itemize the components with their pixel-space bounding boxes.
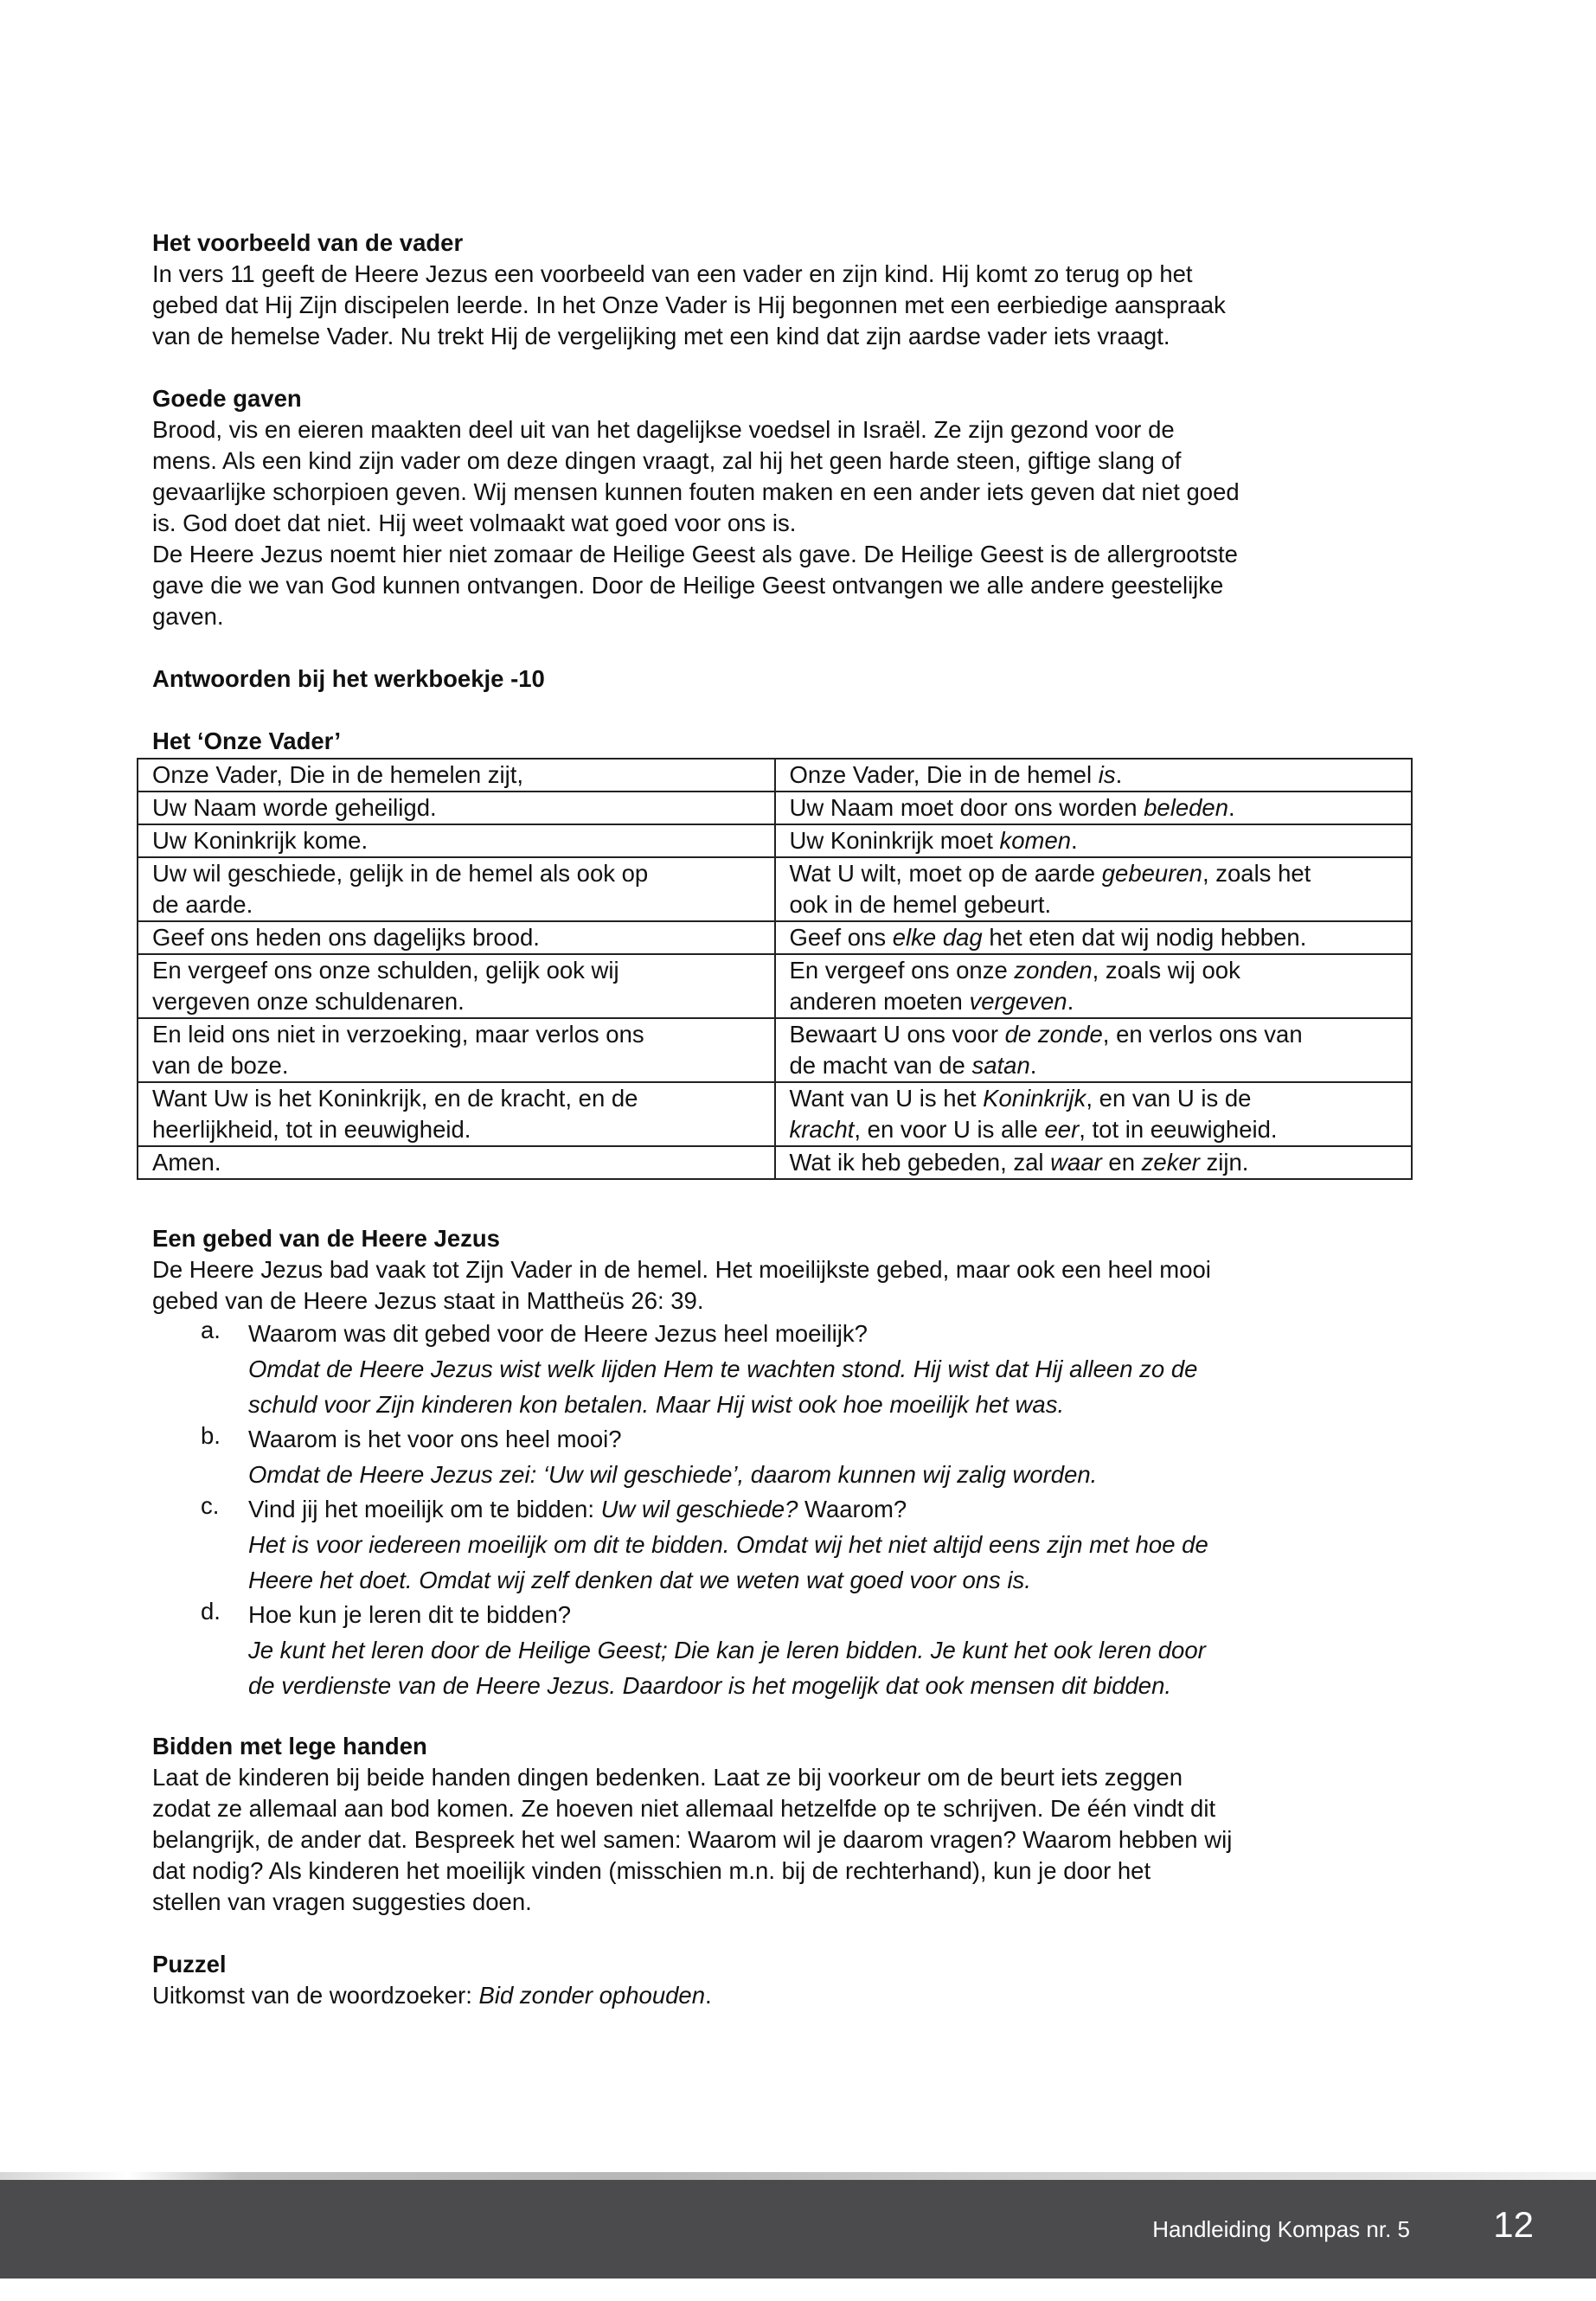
paragraph-line: gave die we van God kunnen ontvangen. Door de Heilige Geest ontvangen we alle andere geestelijke: [152, 572, 1224, 599]
text-run: .: [1029, 1052, 1037, 1079]
table-row: [138, 1146, 1412, 1179]
table-row: [138, 857, 1412, 921]
spacer: [152, 1918, 1424, 1949]
spacer: [152, 1703, 1424, 1731]
text-run: .: [1228, 794, 1235, 821]
question-letter: c.: [201, 1492, 220, 1519]
puzzle-answer: [152, 1980, 1424, 2011]
text-run: Uw Koninkrijk kome.: [152, 827, 369, 854]
text-run: het eten dat wij nodig hebben.: [982, 924, 1307, 951]
text-run: Want Uw is het Koninkrijk, en de kracht, en de: [152, 1085, 638, 1112]
original-prayer-cell: [138, 759, 775, 792]
question-letter: b.: [201, 1422, 221, 1449]
text-run: Uw Naam worde geheiligd.: [152, 794, 437, 821]
paragraph-line: zodat ze allemaal aan bod komen. Ze hoeven niet allemaal hetzelfde op te schrijven. De één vindt dit: [152, 1795, 1216, 1822]
question-item: [152, 1317, 1424, 1422]
paragraph-line: van de hemelse Vader. Nu trekt Hij de vergelijking met een kind dat zijn aardse vader iets vraagt.: [152, 323, 1170, 349]
text-run: .: [1115, 761, 1123, 788]
text-run: en: [1101, 1149, 1142, 1176]
hands-heading: Bidden met lege handen: [152, 1733, 427, 1759]
text-run: , tot in eeuwigheid.: [1079, 1116, 1278, 1143]
question-text: [248, 1492, 1424, 1527]
emphasis-text: gebeuren: [1101, 860, 1202, 887]
paragraph-line: belangrijk, de ander dat. Bespreek het wel samen: Waarom wil je daarom vragen? Waarom hebben wij: [152, 1826, 1233, 1853]
paragraph-line: is. God doet dat niet. Hij weet volmaakt wat goed voor ons is.: [152, 510, 797, 536]
question-text: [248, 1598, 1424, 1632]
text-run: .: [1067, 988, 1074, 1015]
modern-version-cell: [775, 954, 1413, 1018]
spacer: [152, 352, 1424, 383]
answer-line: schuld voor Zijn kinderen kon betalen. Maar Hij wist ook hoe moeilijk het was.: [248, 1391, 1065, 1418]
emphasis-text: vergeven: [969, 988, 1067, 1015]
onze-vader-table: [137, 758, 1413, 1180]
text-run: Uw Koninkrijk moet: [789, 827, 1000, 854]
paragraph-line: dat nodig? Als kinderen het moeilijk vinden (misschien m.n. bij de rechterhand), kun je door het: [152, 1857, 1151, 1884]
text-run: , en van U is de: [1086, 1085, 1252, 1112]
emphasis-text: waar: [1050, 1149, 1102, 1176]
paragraph-line: mens. Als een kind zijn vader om deze dingen vraagt, zal hij het geen harde steen, giftige slang of: [152, 447, 1182, 474]
answer-line: Heere het doet. Omdat wij zelf denken dat we weten wat goed voor ons is.: [248, 1567, 1031, 1593]
text-run: de aarde.: [152, 891, 253, 918]
emphasis-text: komen: [999, 827, 1072, 854]
emphasis-text: zonden: [1014, 957, 1093, 984]
text-run: Waarom was dit gebed voor de Heere Jezus heel moeilijk?: [248, 1320, 868, 1347]
text-run: Uw Naam moet door ons worden: [789, 794, 1144, 821]
original-prayer-cell: [138, 1146, 775, 1179]
text-run: Hoe kun je leren dit te bidden?: [248, 1601, 572, 1628]
paragraph-line: gebed dat Hij Zijn discipelen leerde. In het Onze Vader is Hij begonnen met een eerbiedige aanspraak: [152, 292, 1226, 318]
emphasis-text: elke dag: [892, 924, 983, 951]
paragraph-line: Laat de kinderen bij beide handen dingen bedenken. Laat ze bij voorkeur om de beurt iets zeggen: [152, 1764, 1183, 1791]
original-prayer-cell: [138, 857, 775, 921]
paragraph-line: gaven.: [152, 603, 224, 630]
question-text: [248, 1422, 1424, 1457]
page-number: 12: [1493, 2204, 1534, 2245]
spacer: [152, 632, 1424, 663]
text-run: Onze Vader, Die in de hemelen zijt,: [152, 761, 524, 788]
text-run: Onze Vader, Die in de hemel: [789, 761, 1099, 788]
text-run: Amen.: [152, 1149, 221, 1176]
modern-version-cell: [775, 1018, 1413, 1082]
puzzle-heading: Puzzel: [152, 1951, 227, 1977]
text-run: Uitkomst van de woordzoeker:: [152, 1982, 479, 2009]
paragraph-line: gevaarlijke schorpioen geven. Wij mensen kunnen fouten maken en een ander iets geven dat niet goed: [152, 478, 1240, 505]
paragraph-line: Brood, vis en eieren maakten deel uit van het dagelijkse voedsel in Israël. Ze zijn gezond voor de: [152, 416, 1175, 443]
spacer: [152, 1211, 1424, 1223]
text-run: , zoals het: [1202, 860, 1311, 887]
answer-line: Omdat de Heere Jezus wist welk lijden Hem te wachten stond. Hij wist dat Hij alleen zo de: [248, 1356, 1198, 1382]
text-run: Want van U is het: [789, 1085, 984, 1112]
question-item: [152, 1492, 1424, 1598]
text-run: , en voor U is alle: [854, 1116, 1045, 1143]
question-item: [152, 1598, 1424, 1703]
original-prayer-cell: [138, 1018, 775, 1082]
prayer-heading: Een gebed van de Heere Jezus: [152, 1225, 500, 1252]
question-letter: a.: [201, 1317, 221, 1343]
text-run: , zoals wij ook: [1092, 957, 1240, 984]
table-heading: Het ‘Onze Vader’: [152, 727, 342, 754]
table-row: [138, 824, 1412, 857]
text-run: heerlijkheid, tot in eeuwigheid.: [152, 1116, 471, 1143]
text-run: van de boze.: [152, 1052, 289, 1079]
emphasis-text: is: [1098, 761, 1116, 788]
table-row: [138, 792, 1412, 824]
answer-line: Je kunt het leren door de Heilige Geest; Die kan je leren bidden. Je kunt het ook leren door: [248, 1637, 1206, 1663]
paragraph-line: De Heere Jezus noemt hier niet zomaar de Heilige Geest als gave. De Heilige Geest is de allergrootste: [152, 541, 1238, 567]
text-run: Waarom is het voor ons heel mooi?: [248, 1426, 622, 1452]
emphasis-text: Uw wil geschiede?: [600, 1496, 798, 1522]
text-run: zijn.: [1199, 1149, 1249, 1176]
table-row: [138, 759, 1412, 792]
text-run: En leid ons niet in verzoeking, maar verlos ons: [152, 1021, 644, 1048]
emphasis-text: eer: [1044, 1116, 1080, 1143]
text-run: Wat U wilt, moet op de aarde: [789, 860, 1102, 887]
paragraph-line: De Heere Jezus bad vaak tot Zijn Vader in de hemel. Het moeilijkste gebed, maar ook een heel mooi: [152, 1256, 1211, 1283]
emphasis-text: beleden: [1144, 794, 1229, 821]
original-prayer-cell: [138, 921, 775, 954]
modern-version-cell: [775, 1082, 1413, 1146]
text-run: , en verlos ons van: [1102, 1021, 1303, 1048]
footer-bar: [0, 2180, 1596, 2279]
original-prayer-cell: [138, 792, 775, 824]
section-heading: Het voorbeeld van de vader: [152, 229, 464, 256]
modern-version-cell: [775, 857, 1413, 921]
spacer: [152, 1180, 1424, 1211]
modern-version-cell: [775, 921, 1413, 954]
spacer: [152, 695, 1424, 726]
paragraph-line: In vers 11 geeft de Heere Jezus een voorbeeld van een vader en zijn kind. Hij komt zo terug op het: [152, 260, 1193, 287]
original-prayer-cell: [138, 824, 775, 857]
table-row: [138, 954, 1412, 1018]
paragraph-line: gebed van de Heere Jezus staat in Mattheüs 26: 39.: [152, 1287, 704, 1314]
modern-version-cell: [775, 1146, 1413, 1179]
text-run: de macht van de: [789, 1052, 972, 1079]
text-run: .: [705, 1982, 712, 2009]
question-text: [248, 1317, 1424, 1351]
emphasis-text: kracht: [789, 1116, 855, 1143]
modern-version-cell: [775, 824, 1413, 857]
table-row: [138, 921, 1412, 954]
paragraph-line: stellen van vragen suggesties doen.: [152, 1888, 532, 1915]
text-run: En vergeef ons onze schulden, gelijk ook wij: [152, 957, 619, 984]
emphasis-text: zeker: [1141, 1149, 1200, 1176]
text-run: anderen moeten: [789, 988, 970, 1015]
emphasis-text: de zonde: [1004, 1021, 1103, 1048]
text-run: ook in de hemel gebeurt.: [789, 891, 1052, 918]
answer-line: Het is voor iedereen moeilijk om dit te bidden. Omdat wij het niet altijd eens zijn met hoe de: [248, 1531, 1208, 1558]
answer-line: Omdat de Heere Jezus zei: ‘Uw wil geschiede’, daarom kunnen wij zalig worden.: [248, 1461, 1098, 1488]
original-prayer-cell: [138, 1082, 775, 1146]
text-run: Waarom?: [798, 1496, 907, 1522]
emphasis-text: Koninkrijk: [983, 1085, 1086, 1112]
document-body: [152, 228, 1424, 2011]
original-prayer-cell: [138, 954, 775, 1018]
text-run: Geef ons heden ons dagelijks brood.: [152, 924, 540, 951]
text-run: Vind jij het moeilijk om te bidden:: [248, 1496, 601, 1522]
question-item: [152, 1422, 1424, 1492]
section-heading: Goede gaven: [152, 385, 302, 412]
table-row: [138, 1082, 1412, 1146]
modern-version-cell: [775, 792, 1413, 824]
text-run: En vergeef ons onze: [789, 957, 1015, 984]
answer-line: de verdienste van de Heere Jezus. Daardoor is het mogelijk dat ook mensen dit bidden.: [248, 1672, 1172, 1699]
emphasis-text: Bid zonder ophouden: [478, 1982, 705, 2009]
text-run: Bewaart U ons voor: [789, 1021, 1005, 1048]
table-row: [138, 1018, 1412, 1082]
text-run: .: [1071, 827, 1078, 854]
text-run: Geef ons: [789, 924, 893, 951]
footer-title: Handleiding Kompas nr. 5: [1152, 2216, 1410, 2242]
question-letter: d.: [201, 1598, 221, 1625]
modern-version-cell: [775, 759, 1413, 792]
text-run: Wat ik heb gebeden, zal: [789, 1149, 1051, 1176]
emphasis-text: satan: [971, 1052, 1030, 1079]
answers-heading: Antwoorden bij het werkboekje -10: [152, 665, 545, 692]
text-run: Uw wil geschiede, gelijk in de hemel als ook op: [152, 860, 649, 887]
text-run: vergeven onze schuldenaren.: [152, 988, 465, 1015]
